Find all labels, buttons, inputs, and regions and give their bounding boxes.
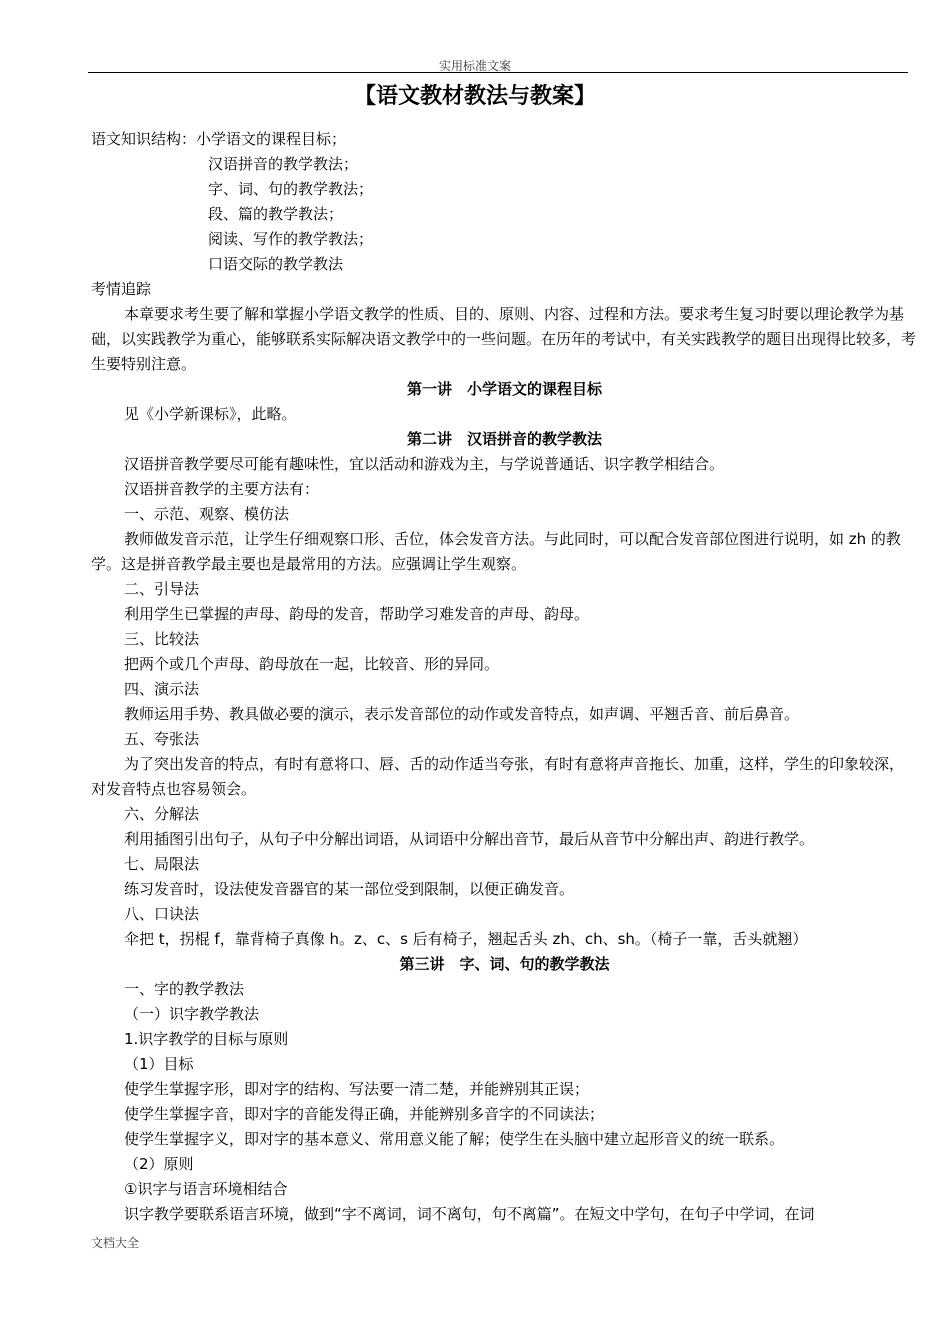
- lecture-2-intro: 汉语拼音教学的主要方法有：: [124, 480, 320, 498]
- lecture-2-intro: 汉语拼音教学要尽可能有趣味性，宜以活动和游戏为主，与学说普通话、识字教学相结合。: [124, 455, 725, 473]
- goal-item: 使学生掌握字音，即对字的音能发得正确，并能辨别多音字的不同读法；: [124, 1105, 605, 1123]
- section-heading: ①识字与语言环境相结合: [124, 1180, 288, 1198]
- goal-item: 使学生掌握字义，即对字的基本意义、常用意义能了解；使学生在头脑中建立起形音义的统一联系。: [124, 1130, 785, 1148]
- method-title: 一、示范、观察、模仿法: [124, 505, 290, 523]
- knowledge-item: 段、篇的教学教法；: [208, 205, 344, 223]
- method-body: 利用插图引出句子，从句子中分解出词语，从词语中分解出音节，最后从音节中分解出声、韵进行教学。: [124, 830, 815, 848]
- header-rule: [88, 72, 908, 73]
- method-body: 利用学生已掌握的声母、韵母的发音，帮助学习难发音的声母、韵母。: [124, 605, 590, 623]
- knowledge-item: 口语交际的教学教法: [208, 255, 344, 273]
- lecture-1-heading: 第一讲 小学语文的课程目标: [406, 380, 602, 398]
- method-body: 伞把 t，拐棍 f，靠背椅子真像 h。z、c、s 后有椅子，翘起舌头 zh、ch、sh。（椅子一靠，舌头就翘）: [124, 930, 808, 948]
- kaoqing-paragraph: 本章要求考生要了解和掌握小学语文教学的性质、目的、原则、内容、过程和方法。要求考生复习时要以理论教学为基础，以实践教学为重心，能够联系实际解决语文教学中的一些问题。在历年的考试中，有关实践教学的题目出现得比较多，考生要特别注意。: [91, 305, 917, 373]
- page-footer: 文档大全: [91, 1236, 140, 1250]
- method-title: 八、口诀法: [124, 905, 200, 923]
- method-title: 六、分解法: [124, 805, 200, 823]
- document-body: [91, 127, 918, 1227]
- method-title: 四、演示法: [124, 680, 200, 698]
- lecture-2-heading: 第二讲 汉语拼音的教学教法: [406, 430, 602, 448]
- section-heading: 一、字的教学教法: [124, 980, 245, 998]
- method-body: 教师运用手势、教具做必要的演示，表示发音部位的动作或发音特点，如声调、平翘舌音、前后鼻音。: [124, 705, 800, 723]
- kaoqing-heading: 考情追踪: [91, 280, 152, 298]
- method-title: 五、夸张法: [124, 730, 200, 748]
- method-body: 教师做发音示范，让学生仔细观察口形、舌位，体会发音方法。与此同时，可以配合发音部位图进行说明，如 zh 的教学。这是拼音教学最主要也是最常用的方法。应强调让学生观察。: [91, 530, 901, 573]
- knowledge-structure-line: 语文知识结构：小学语文的课程目标；: [91, 130, 347, 148]
- goal-item: 使学生掌握字形，即对字的结构、写法要一清二楚，并能辨别其正误；: [124, 1080, 590, 1098]
- page-header: 实用标准文案: [438, 59, 511, 73]
- method-body: 练习发音时，设法使发音器官的某一部位受到限制，以便正确发音。: [124, 880, 575, 898]
- method-title: 七、局限法: [124, 855, 200, 873]
- method-title: 三、比较法: [124, 630, 200, 648]
- document-title: 【语文教材教法与教案】: [353, 84, 596, 109]
- knowledge-item: 字、词、句的教学教法；: [208, 180, 374, 198]
- lecture-3-heading: 第三讲 字、词、句的教学教法: [399, 955, 610, 973]
- body-paragraph: 识字教学要联系语言环境，做到“字不离词，词不离句，句不离篇”。在短文中学句，在句子中学词，在词: [124, 1205, 815, 1223]
- method-title: 二、引导法: [124, 580, 200, 598]
- section-heading: 1.识字教学的目标与原则: [124, 1030, 289, 1048]
- section-heading: （一）识字教学教法: [124, 1005, 260, 1023]
- section-heading: （1）目标: [124, 1055, 194, 1073]
- method-body: 把两个或几个声母、韵母放在一起，比较音、形的异同。: [124, 655, 500, 673]
- section-heading: （2）原则: [124, 1155, 194, 1173]
- knowledge-item: 阅读、写作的教学教法；: [208, 230, 374, 248]
- knowledge-item: 汉语拼音的教学教法；: [208, 155, 359, 173]
- lecture-1-body: 见《小学新课标》，此略。: [124, 405, 297, 423]
- method-body: 为了突出发音的特点，有时有意将口、唇、舌的动作适当夸张，有时有意将声音拖长、加重，这样，学生的印象较深，对发音特点也容易领会。: [91, 755, 905, 798]
